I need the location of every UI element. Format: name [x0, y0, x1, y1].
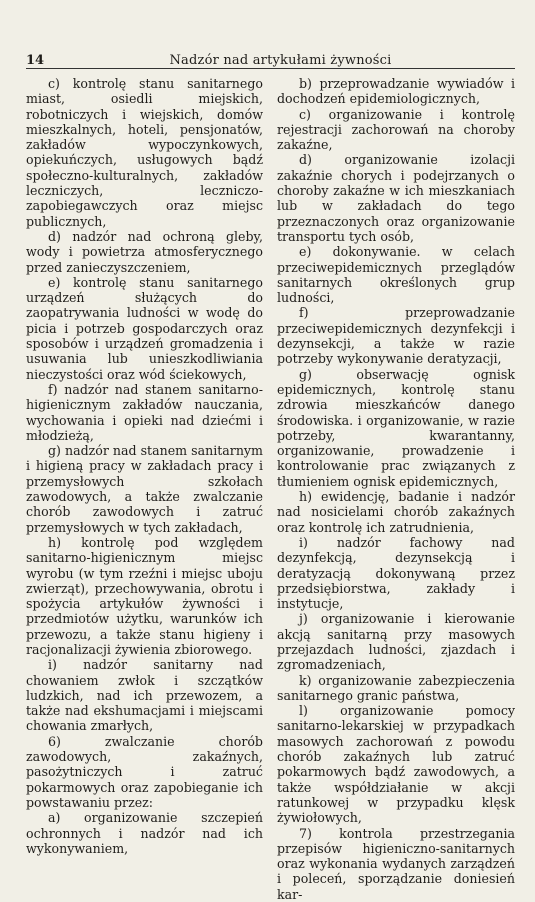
paragraph: b) przeprowadzanie wywiadów i dochodzeń epidemiologicznych, [277, 76, 515, 107]
page-number: 14 [26, 53, 45, 68]
paragraph: d) nadzór nad ochroną gleby, wody i powietrza atmosferycznego przed zanieczyszczeniem, [26, 228, 263, 275]
paragraph: l) organizowanie pomocy sanitarno-lekarskiej w przypadkach masowych zachorowań z powodu chorób zakaźnych lub zatruć pokarmowych bądź zawodowych, a także współdziałanie w akcji ratunkowej w przypadku klęsk żywiołowych, [277, 703, 515, 826]
paragraph: k) organizowanie zabezpieczenia sanitarnego granic państwa, [277, 672, 515, 703]
paragraph: j) organizowanie i kierowanie akcją sanitarną przy masowych przejazdach ludności, zjazdach i zgromadzeniach, [277, 611, 515, 673]
paragraph: g) obserwację ognisk epidemicznych, kontrolę stanu zdrowia mieszkańców danego środowiska. i organizowanie, w razie potrzeby, kwarantanny, organizowanie, prowadzenie i kontrolowanie prac związanych z tłumieniem ognisk epidemicznych, [277, 366, 515, 489]
paragraph: g) nadzór nad stanem sanitarnym i higieną pracy w zakładach pracy i przemysłowych szkołach zawodowych, a także zwalczanie chorób zawodowych i zatruć przemysłowych w tych zakładach, [26, 443, 263, 535]
paragraph: c) organizowanie i kontrolę rejestracji zachorowań na choroby zakaźne, [277, 106, 515, 153]
paragraph: c) kontrolę stanu sanitarnego miast, osiedli miejskich, robotniczych i wiejskich, domów mieszkalnych, hoteli, pensjonatów, zakładów wypoczynkowych, opiekuńczych, usługowych bądź społeczno-kulturalnych, zakładów leczniczych, leczniczo-zapobiegawczych oraz miejsc publicznych, [26, 76, 263, 229]
paragraph: f) nadzór nad stanem sanitarno-higienicznym zakładów nauczania, wychowania i opieki nad dziećmi i młodzieżą, [26, 381, 263, 443]
paragraph: i) nadzór fachowy nad dezynfekcją, dezynsekcją i deratyzacją dokonywaną przez przedsiębiorstwa, zakłady i instytucje, [277, 534, 515, 612]
paragraph: 6) zwalczanie chorób zawodowych, zakaźnych, pasożytniczych i zatruć pokarmowych oraz zapobieganie ich powstawaniu przez: [26, 733, 263, 810]
page-header [26, 50, 515, 69]
paragraph: h) kontrolę pod względem sanitarno-higienicznym miejsc wyrobu (w tym rzeźni i miejsc uboju zwierząt), przechowywania, obrotu i spożycia artykułów żywności i przedmiotów użytku, warunków ich przewozu, a także stanu higieny i racjonalizacji żywienia zbiorowego. [26, 534, 263, 657]
running-title: Nadzór nad artykułami żywności [169, 53, 392, 68]
paragraph: a) organizowanie szczepień ochronnych i nadzór nad ich wykonywaniem, [26, 810, 263, 856]
paragraph: e) dokonywanie. w celach przeciwepidemicznych przeglądów sanitarnych określonych grup ludności, [277, 244, 515, 306]
paragraph: f) przeprowadzanie przeciwepidemicznych dezynfekcji i dezynsekcji, a także w razie potrzeby wykonywanie deratyzacji, [277, 305, 515, 367]
paragraph: h) ewidencję, badanie i nadzór nad nosicielami chorób zakaźnych oraz kontrolę ich zatrudnienia, [277, 489, 515, 535]
paragraph: e) kontrolę stanu sanitarnego urządzeń służących do zaopatrywania ludności w wodę do picia i potrzeb gospodarczych oraz sposobów i urządzeń gromadzenia i usuwania lub unieszkodliwiania nieczystości oraz wód ściekowych, [26, 274, 263, 382]
paragraph: 7) kontrola przestrzegania przepisów higieniczno-sanitarnych oraz wykonania wydanych zarządzeń i poleceń, sporządzanie doniesień kar- [277, 825, 515, 902]
right-column [277, 76, 515, 902]
paragraph: d) organizowanie izolacji zakaźnie chorych i podejrzanych o choroby zakaźne w ich mieszkaniach lub w zakładach do tego przeznaczonych oraz organizowanie transportu tych osób, [277, 152, 515, 244]
paragraph: i) nadzór sanitarny nad chowaniem zwłok i szczątków ludzkich, nad ich przewozem, a także nad ekshumacjami i miejscami chowania zmarłych, [26, 657, 263, 734]
left-column [26, 76, 263, 856]
